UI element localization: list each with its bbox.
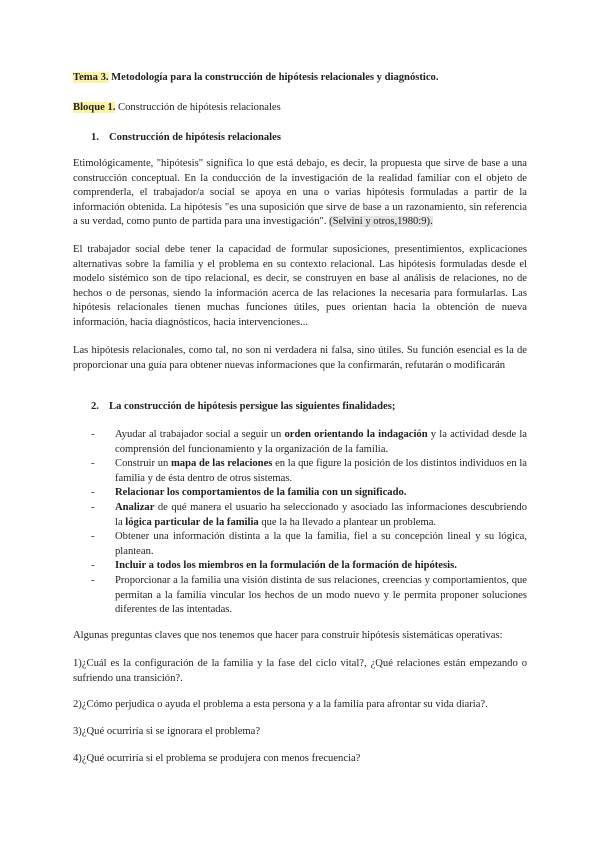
list-item: - Ayudar al trabajador social a seguir un orden orientando la indagación y la actividad desde la comprensión del funcionamiento y la organización de la familia. <box>91 428 527 457</box>
paragraph-text: Las hipótesis relacionales, como tal, no son ni verdadera ni falsa, sino útiles. Su función esencial es la de proporcionar una guía para obtener nuevas informaciones que la confirmarán, refutarán o modificarán <box>73 345 527 371</box>
list-item: - Construir un mapa de las relaciones en la que figure la posición de los distintos individuos en la familia y de ésta dentro de otros sistemas. <box>91 457 527 486</box>
tema-title: Metodología para la construcción de hipótesis relacionales y diagnóstico. <box>108 72 439 83</box>
paragraph-capacity <box>73 243 527 331</box>
list-item: - Analizar de qué manera el usuario ha seleccionado y asociado las informaciones descubriendo la lógica particular de la familia que la ha llevado a plantear un problema. <box>91 501 527 530</box>
list-item: - Relacionar los comportamientos de la familia con un significado. <box>91 486 527 501</box>
question-4: 4)¿Qué ocurriría si el problema se produjera con menos frecuencia? <box>73 753 361 764</box>
citation: (Selvini y otros,1980:9). <box>329 216 433 228</box>
section-title: La construcción de hipótesis persigue las siguientes finalidades; <box>109 401 396 412</box>
paragraph-etymology <box>73 157 527 230</box>
section-number: 2. <box>91 401 99 412</box>
question-1: 1)¿Cuál es la configuración de la familia y la fase del ciclo vital?, ¿Qué relaciones están empezando o sufriendo una transición?. <box>73 658 527 684</box>
section-heading-2 <box>91 400 545 415</box>
paragraph-text: El trabajador social debe tener la capacidad de formular suposiciones, presentimientos, explicaciones alternativas sobre la familia y el problema en su contexto relacional. Las hipótesis formuladas desde el modelo sistémico son de tipo relacional, es decir, se construyen en base al análisis de relaciones, no de hechos o de personas, siendo la información acerca de las relaciones la necesaria para formularlas. Las hipótesis relacionales tienen muchas funciones útiles, pues orientan hacia la obtención de nueva información, hacia diagnósticos, hacia intervenciones... <box>73 244 527 328</box>
block-label: Bloque 1. <box>73 102 116 113</box>
list-item: - Proporcionar a la familia una visión distinta de sus relaciones, creencias y comportamientos, que permitan a la familia vincular los hechos de un modo nuevo y le permita proponer soluciones diferentes de las intentadas. <box>91 574 527 618</box>
section-heading-1 <box>91 131 545 146</box>
question-3: 3)¿Qué ocurriría si se ignorara el problema? <box>73 726 261 737</box>
question-2: 2)¿Cómo perjudica o ayuda el problema a esta persona y a la familia para afrontar su vida diaria?. <box>73 699 488 710</box>
paragraph-relational <box>73 344 527 373</box>
tema-number: Tema 3. <box>73 72 109 83</box>
section-number: 1. <box>91 132 99 143</box>
section-title: Construcción de hipótesis relacionales <box>109 132 281 143</box>
block-title: Construcción de hipótesis relacionales <box>115 102 281 113</box>
document-title <box>73 71 527 86</box>
paragraph-text: Etimológicamente, "hipótesis" significa lo que está debajo, es decir, la propuesta que sirve de base a una construcción conceptual. En la conducción de la investigación de la realidad familiar con el objeto de comprenderla, el trabajador/a social se apoya en una o varias hipótesis formuladas a partir de la información obtenida. La hipótesis "es una suposición que sirve de base a un razonamiento, sin referencia a su verdad, como punto de partida para una investigación". <box>73 158 527 228</box>
purposes-list <box>91 428 527 618</box>
block-heading <box>73 101 527 116</box>
questions-intro: Algunas preguntas claves que nos tenemos que hacer para construir hipótesis sistemáticas operativas: <box>73 630 503 641</box>
list-item: - Incluir a todos los miembros en la formulación de la formación de hipótesis. <box>91 559 527 574</box>
list-item: - Obtener una información distinta a la que la familia, fiel a su concepción lineal y su lógica, plantean. <box>91 530 527 559</box>
